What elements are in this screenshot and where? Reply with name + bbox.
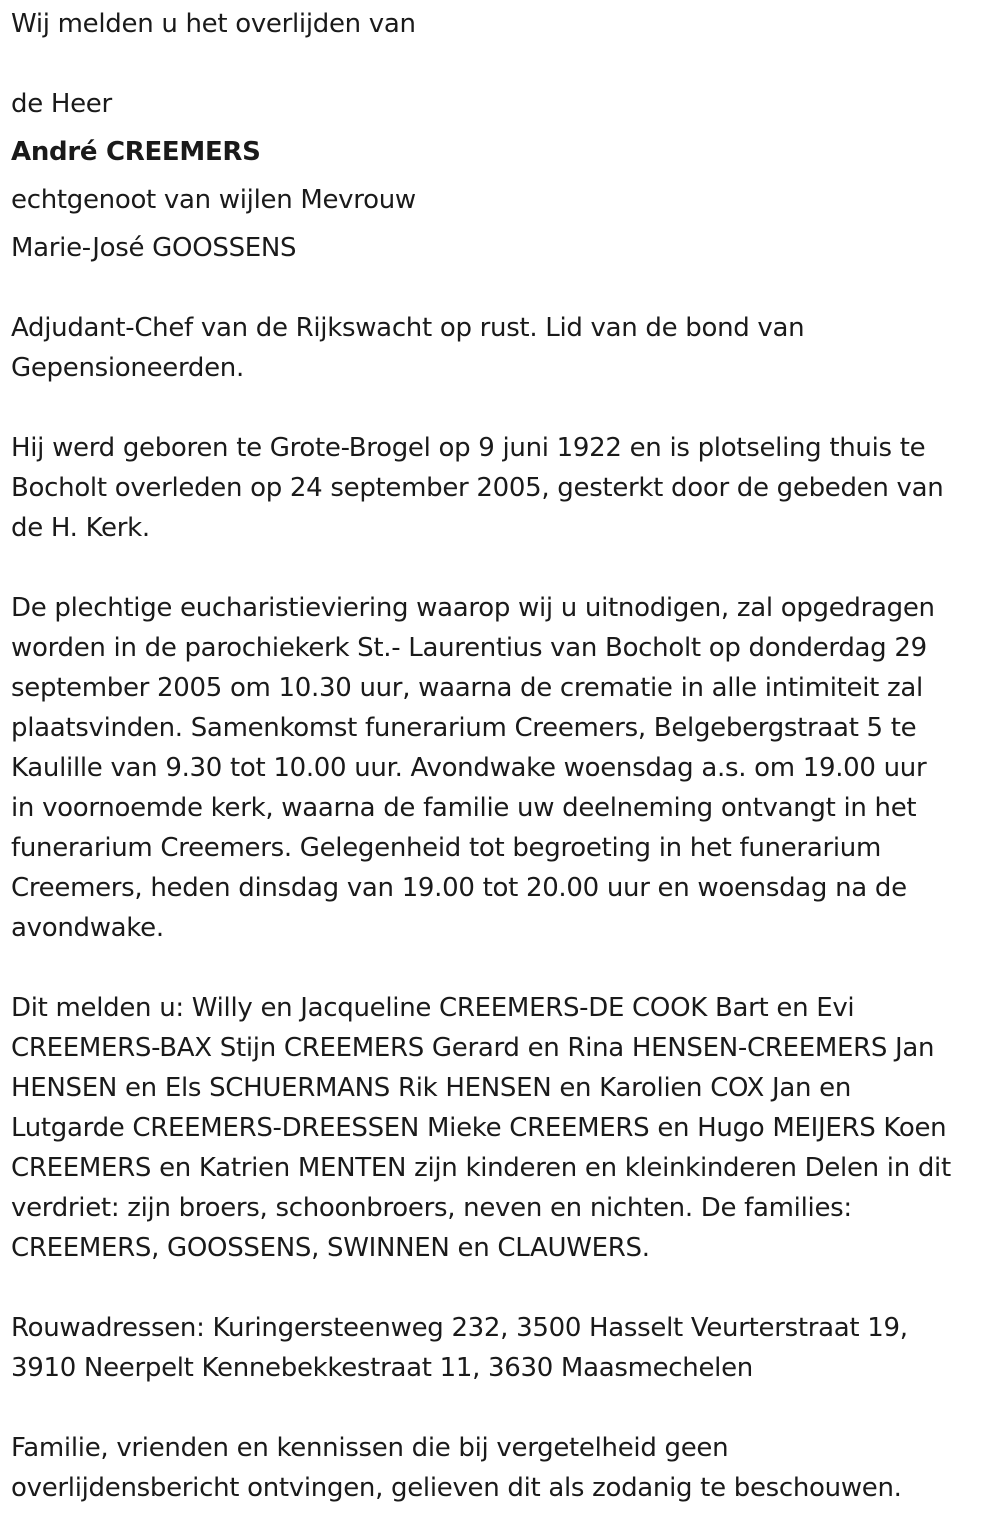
ceremony-line: worden in de parochiekerk St.- Laurentius van Bocholt op donderdag 29 [11, 633, 927, 663]
closing-line: overlijdensbericht ontvingen, gelieven dit als zodanig te beschouwen. [11, 1473, 902, 1503]
spouse-line-1: echtgenoot van wijlen Mevrouw [11, 185, 416, 215]
family-line: Lutgarde CREEMERS-DREESSEN Mieke CREEMERS en Hugo MEIJERS Koen [11, 1113, 947, 1143]
birth-death-line: Bocholt overleden op 24 september 2005, gesterkt door de gebeden van [11, 473, 944, 503]
ceremony-line: De plechtige eucharistieviering waarop wij u uitnodigen, zal opgedragen [11, 593, 935, 623]
ceremony-line: funerarium Creemers. Gelegenheid tot begroeting in het funerarium [11, 833, 881, 863]
family-line: CREEMERS-BAX Stijn CREEMERS Gerard en Rina HENSEN-CREEMERS Jan [11, 1033, 935, 1063]
ceremony-line: in voornoemde kerk, waarna de familie uw deelneming ontvangt in het [11, 793, 917, 823]
address-line: 3910 Neerpelt Kennebekkestraat 11, 3630 Maasmechelen [11, 1353, 753, 1383]
ceremony-line: september 2005 om 10.30 uur, waarna de crematie in alle intimiteit zal [11, 673, 923, 703]
ceremony-line: Creemers, heden dinsdag van 19.00 tot 20.00 uur en woensdag na de [11, 873, 907, 903]
spouse-line-2: Marie-José GOOSSENS [11, 233, 297, 263]
addresses-paragraph [11, 1308, 990, 1388]
closing-line: Familie, vrienden en kennissen die bij vergetelheid geen [11, 1433, 729, 1463]
birth-death-line: Hij werd geboren te Grote-Brogel op 9 juni 1922 en is plotseling thuis te [11, 433, 926, 463]
intro-text: Wij melden u het overlijden van [11, 9, 416, 39]
family-line: Dit melden u: Willy en Jacqueline CREEMERS-DE COOK Bart en Evi [11, 993, 855, 1023]
deceased-name: André CREEMERS [11, 137, 261, 167]
ceremony-line: Kaulille van 9.30 tot 10.00 uur. Avondwake woensdag a.s. om 19.00 uur [11, 753, 927, 783]
family-line: CREEMERS, GOOSSENS, SWINNEN en CLAUWERS. [11, 1233, 650, 1263]
honorific: de Heer [11, 89, 112, 119]
occupation-line: Gepensioneerden. [11, 353, 244, 383]
ceremony-line: plaatsvinden. Samenkomst funerarium Creemers, Belgebergstraat 5 te [11, 713, 917, 743]
family-line: verdriet: zijn broers, schoonbroers, neven en nichten. De families: [11, 1193, 852, 1223]
occupation-line: Adjudant-Chef van de Rijkswacht op rust. Lid van de bond van [11, 313, 805, 343]
family-paragraph [11, 988, 990, 1268]
address-line: Rouwadressen: Kuringersteenweg 232, 3500 Hasselt Veurterstraat 19, [11, 1313, 908, 1343]
family-line: HENSEN en Els SCHUERMANS Rik HENSEN en Karolien COX Jan en [11, 1073, 852, 1103]
birth-death-line: de H. Kerk. [11, 513, 150, 543]
family-line: CREEMERS en Katrien MENTEN zijn kinderen en kleinkinderen Delen in dit [11, 1153, 951, 1183]
ceremony-paragraph [11, 588, 990, 948]
occupation-paragraph [11, 308, 990, 388]
closing-paragraph [11, 1428, 990, 1508]
birth-death-paragraph [11, 428, 990, 548]
ceremony-line: avondwake. [11, 913, 164, 943]
